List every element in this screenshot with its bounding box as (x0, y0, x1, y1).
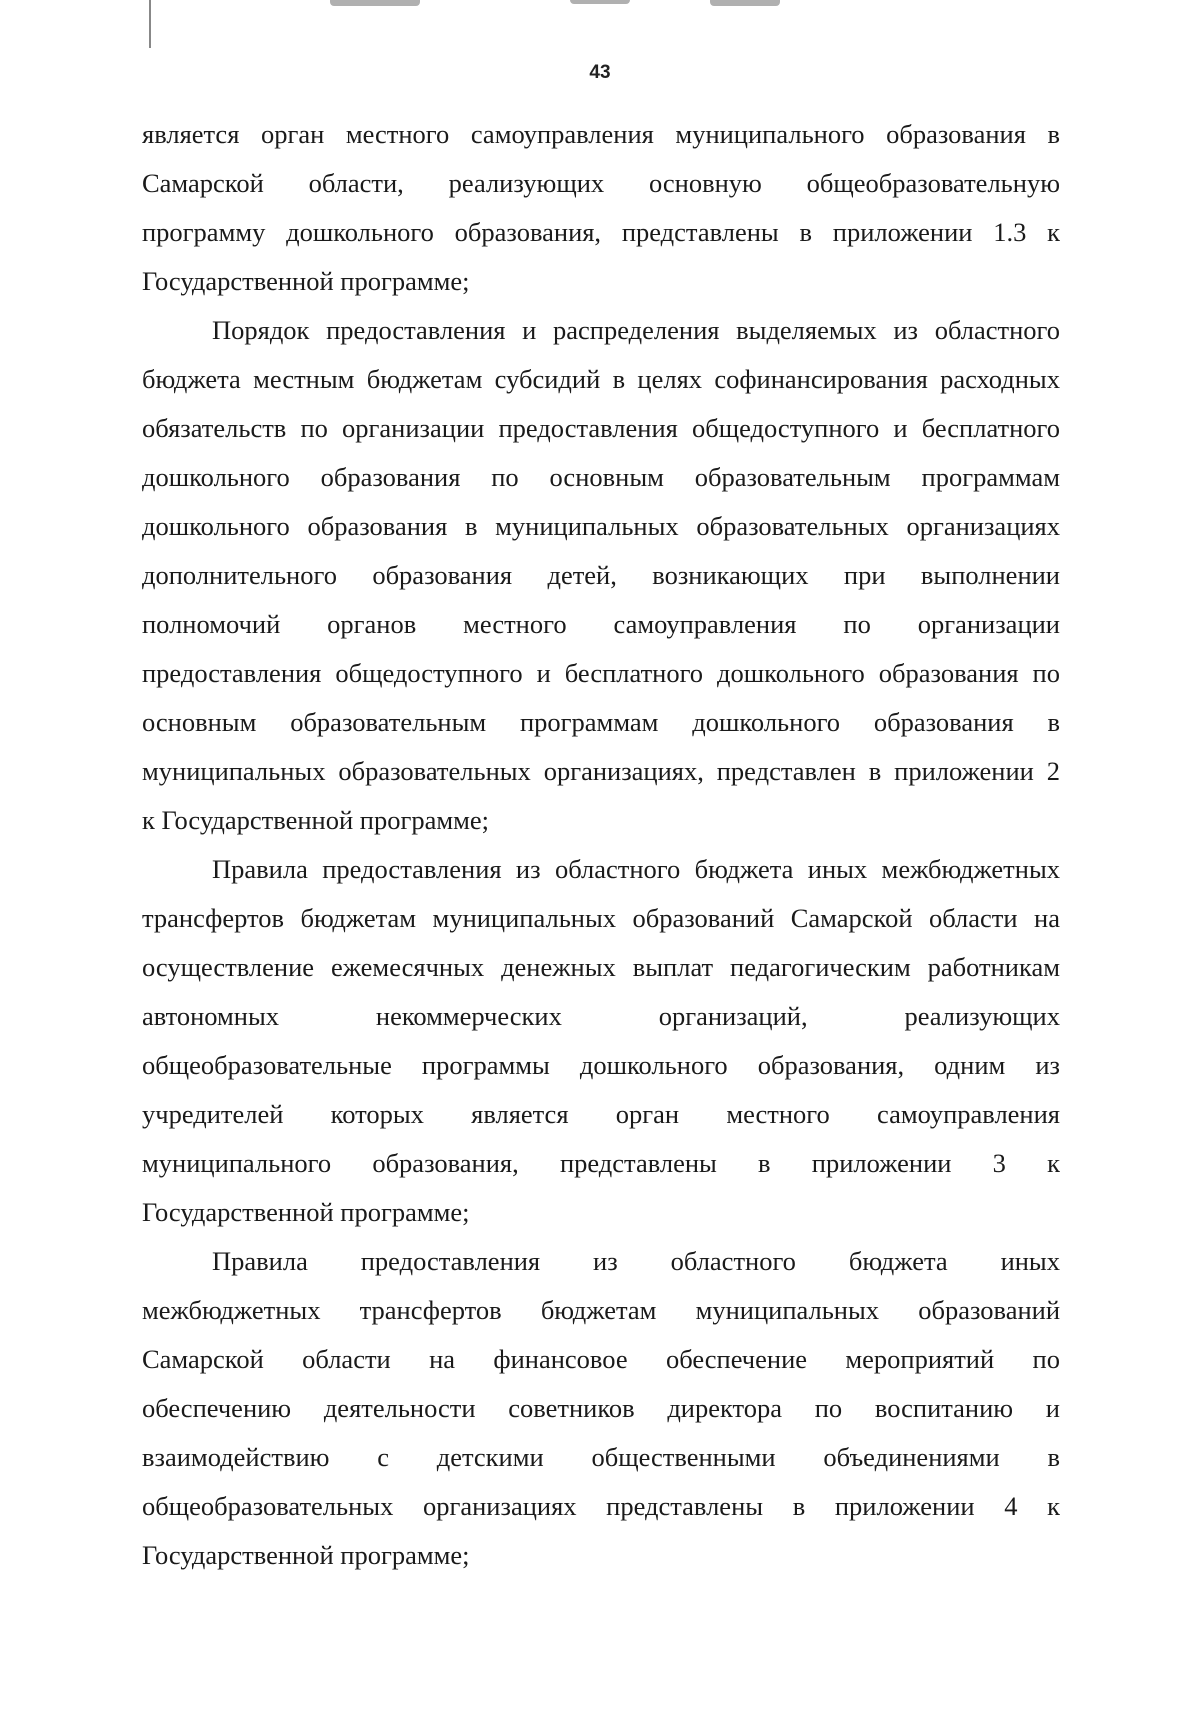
paragraph-4 (142, 1237, 1060, 1580)
scan-artifact-left-edge (149, 0, 151, 48)
text-line: полномочий органов местного самоуправления по организации (142, 609, 1060, 639)
text-line: предоставления общедоступного и бесплатного дошкольного образования по (142, 658, 1060, 688)
text-line: взаимодействию с детскими общественными объединениями в (142, 1442, 1060, 1472)
text-line: Правила предоставления из областного бюджета иных межбюджетных (212, 854, 1060, 884)
text-line: дополнительного образования детей, возникающих при выполнении (142, 560, 1060, 590)
paragraph-1 (142, 110, 1060, 306)
text-line: дошкольного образования по основным образовательным программам (142, 462, 1060, 492)
text-line: Правила предоставления из областного бюджета иных (212, 1246, 1060, 1276)
text-line: основным образовательным программам дошкольного образования в (142, 707, 1060, 737)
page-number: 43 (589, 62, 611, 83)
text-line: межбюджетных трансфертов бюджетам муниципальных образований (142, 1295, 1060, 1325)
scan-artifact-top-left (330, 0, 420, 6)
text-line: Самарской области, реализующих основную общеобразовательную (142, 168, 1060, 198)
text-line: Порядок предоставления и распределения выделяемых из областного (212, 315, 1060, 345)
text-line: Государственной программе; (142, 1197, 470, 1227)
paragraph-2 (142, 306, 1060, 845)
document-body (142, 110, 1060, 1580)
text-line: к Государственной программе; (142, 805, 489, 835)
paragraph-3 (142, 845, 1060, 1237)
text-line: программу дошкольного образования, представлены в приложении 1.3 к (142, 217, 1060, 247)
text-line: Самарской области на финансовое обеспечение мероприятий по (142, 1344, 1060, 1374)
text-line: Государственной программе; (142, 266, 470, 296)
text-line: трансфертов бюджетам муниципальных образований Самарской области на (142, 903, 1060, 933)
text-line: обязательств по организации предоставления общедоступного и бесплатного (142, 413, 1060, 443)
text-line: бюджета местным бюджетам субсидий в целях софинансирования расходных (142, 364, 1060, 394)
text-line: обеспечению деятельности советников директора по воспитанию и (142, 1393, 1060, 1423)
scan-artifact-top-center (570, 0, 630, 4)
text-line: дошкольного образования в муниципальных образовательных организациях (142, 511, 1060, 541)
scan-artifact-top-right (710, 0, 780, 6)
text-line: муниципального образования, представлены в приложении 3 к (142, 1148, 1060, 1178)
text-line: общеобразовательных организациях представлены в приложении 4 к (142, 1491, 1060, 1521)
text-line: является орган местного самоуправления муниципального образования в (142, 119, 1060, 149)
text-line: Государственной программе; (142, 1540, 470, 1570)
text-line: автономных некоммерческих организаций, реализующих (142, 1001, 1060, 1031)
text-line: муниципальных образовательных организациях, представлен в приложении 2 (142, 756, 1060, 786)
text-line: учредителей которых является орган местного самоуправления (142, 1099, 1060, 1129)
text-line: осуществление ежемесячных денежных выплат педагогическим работникам (142, 952, 1060, 982)
text-line: общеобразовательные программы дошкольного образования, одним из (142, 1050, 1060, 1080)
